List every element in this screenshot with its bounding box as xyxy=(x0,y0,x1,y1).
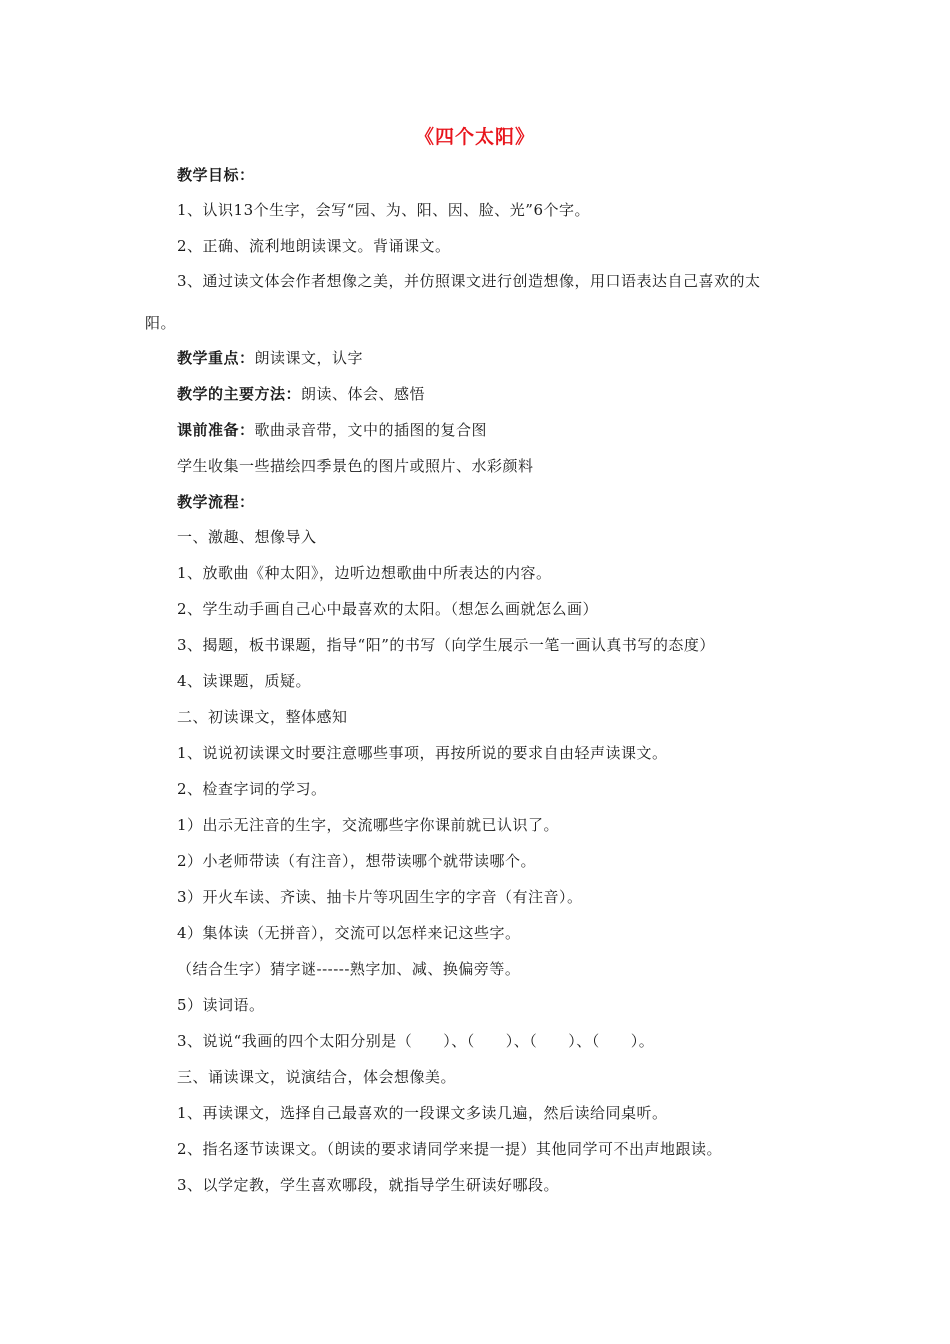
part-1-item-3: 3、揭题，板书课题，指导“阳”的书写（向学生展示一笔一画认真书写的态度） xyxy=(177,636,715,654)
part-2-subitem-4: 4）集体读（无拼音），交流可以怎样来记这些字。 xyxy=(177,924,521,942)
part-3-item-1: 1、再读课文，选择自己最喜欢的一段课文多读几遍，然后读给同桌听。 xyxy=(177,1104,668,1122)
part-1-item-4: 4、读课题，质疑。 xyxy=(177,672,312,690)
prep-line xyxy=(177,420,487,440)
focus-label: 教学重点： xyxy=(177,349,255,367)
focus-text: 朗读课文，认字 xyxy=(254,349,364,367)
part-2-heading: 二、初读课文，整体感知 xyxy=(177,708,348,726)
prep-line-2: 学生收集一些描绘四季景色的图片或照片、水彩颜料 xyxy=(177,457,534,475)
part-3-item-3: 3、以学定教，学生喜欢哪段，就指导学生研读好哪段。 xyxy=(177,1176,560,1194)
prep-label: 课前准备： xyxy=(177,421,255,439)
part-1-heading: 一、激趣、想像导入 xyxy=(177,528,317,546)
part-2-subitem-2: 2）小老师带读（有注音），想带读哪个就带读哪个。 xyxy=(177,852,537,870)
part-1-item-1: 1、放歌曲《种太阳》，边听边想歌曲中所表达的内容。 xyxy=(177,564,552,582)
document-title: 《四个太阳》 xyxy=(414,126,535,148)
part-2-item-2: 2、检查字词的学习。 xyxy=(177,780,327,798)
prep-text: 歌曲录音带，文中的插图的复合图 xyxy=(254,421,488,439)
part-1-item-2: 2、学生动手画自己心中最喜欢的太阳。（想怎么画就怎么画） xyxy=(177,600,599,618)
goal-3-continued: 阳。 xyxy=(145,314,177,332)
part-3-heading: 三、诵读课文，说演结合，体会想像美。 xyxy=(177,1068,457,1086)
part-2-item-3: 3、说说“我画的四个太阳分别是（ ）、（ ）、（ ）、（ ）。 xyxy=(177,1032,655,1050)
part-2-subitem-4-note: （结合生字）猜字谜------熟字加、减、换偏旁等。 xyxy=(177,960,521,978)
focus-line xyxy=(177,348,363,368)
goals-heading: 教学目标： xyxy=(177,166,255,184)
goal-1: 1、认识13个生字，会写“园、为、阳、因、脸、光”6个字。 xyxy=(177,201,591,219)
part-2-subitem-3: 3）开火车读、齐读、抽卡片等巩固生字的字音（有注音）。 xyxy=(177,888,583,906)
part-2-subitem-1: 1）出示无注音的生字，交流哪些字你课前就已认识了。 xyxy=(177,816,560,834)
part-2-subitem-5: 5）读词语。 xyxy=(177,996,265,1014)
goal-2: 2、正确、流利地朗读课文。背诵课文。 xyxy=(177,237,451,255)
method-line xyxy=(177,384,425,404)
goal-3: 3、通过读文体会作者想像之美，并仿照课文进行创造想像，用口语表达自己喜欢的太 xyxy=(177,272,761,290)
method-text: 朗读、体会、感悟 xyxy=(301,385,426,403)
part-2-item-1: 1、说说初读课文时要注意哪些事项，再按所说的要求自由轻声读课文。 xyxy=(177,744,668,762)
part-3-item-2: 2、指名逐节读课文。（朗读的要求请同学来提一提）其他同学可不出声地跟读。 xyxy=(177,1140,723,1158)
flow-heading: 教学流程： xyxy=(177,493,255,511)
method-label: 教学的主要方法： xyxy=(177,385,302,403)
